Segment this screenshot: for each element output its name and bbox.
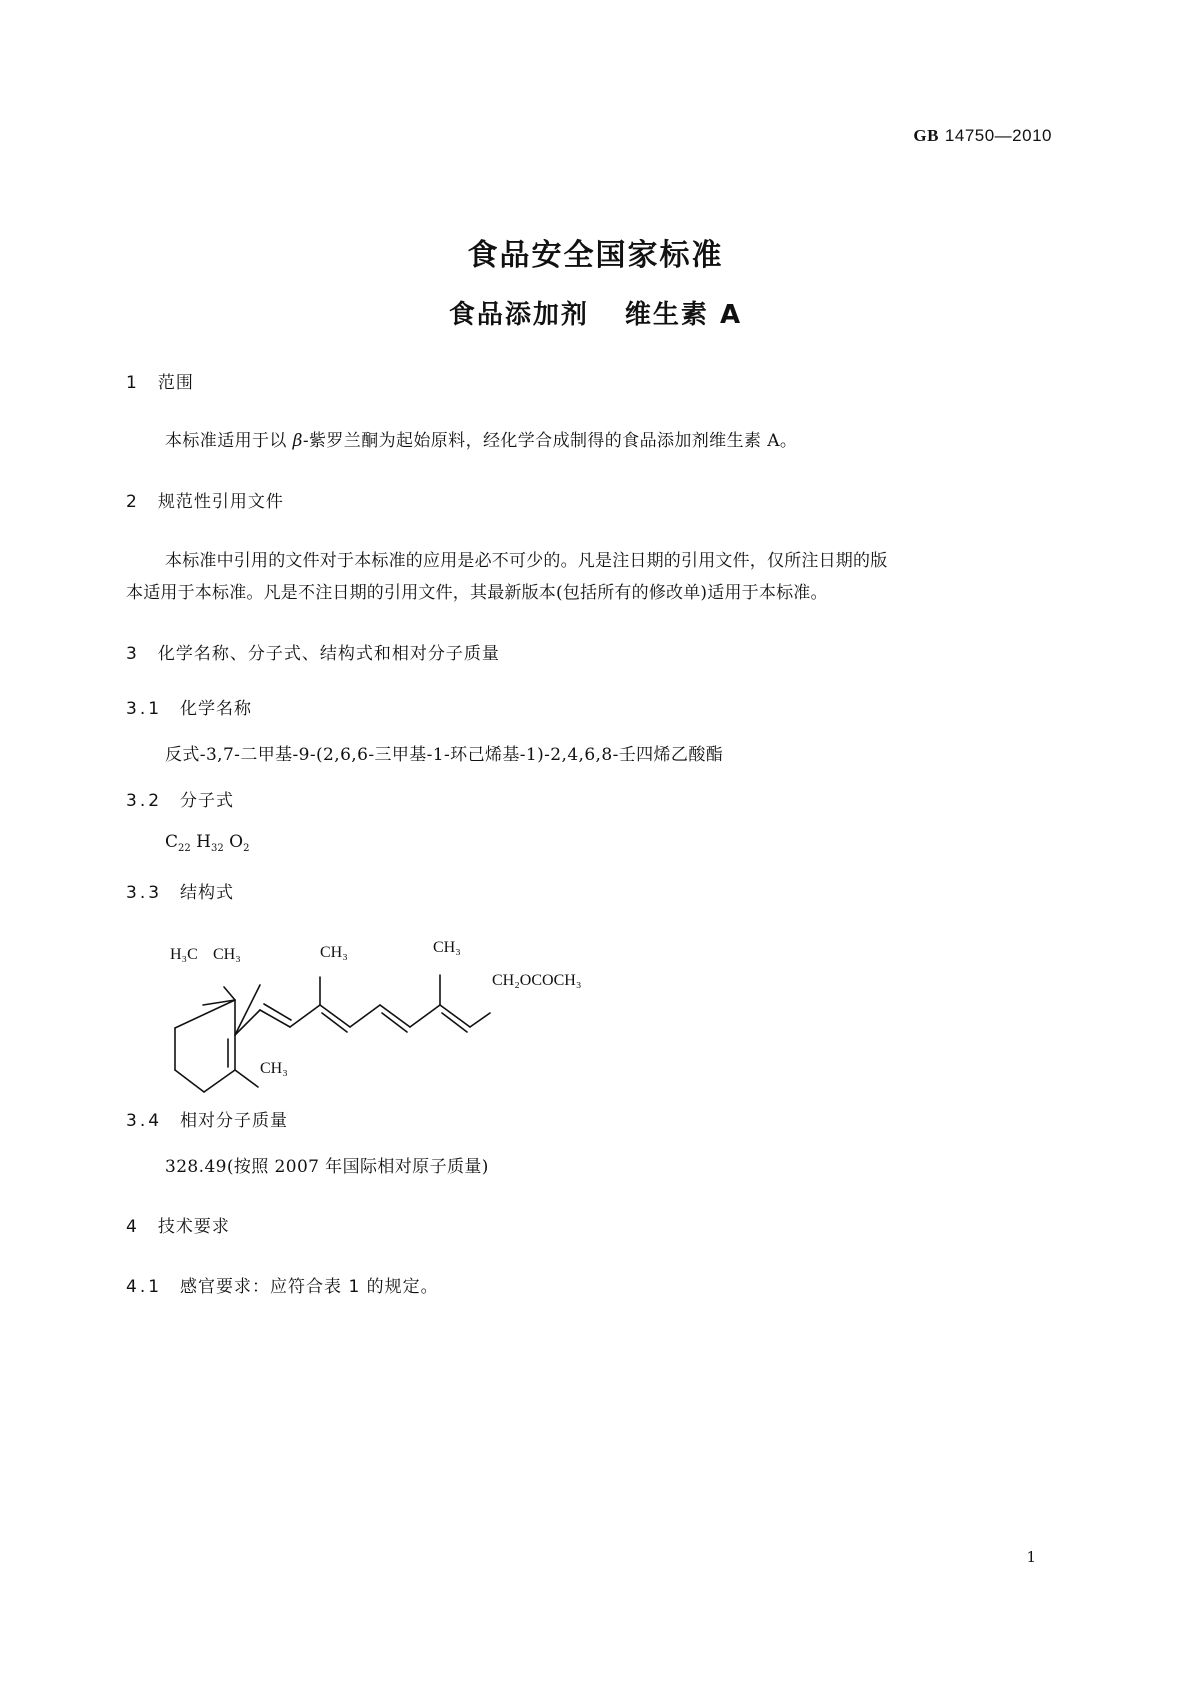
section-title: 范围 (157, 373, 194, 393)
standard-code (913, 126, 1052, 146)
page-number: 1 (1026, 1548, 1036, 1566)
section-number: 3 (126, 644, 140, 664)
section-number: 3.4 (126, 1111, 163, 1131)
subscript: 22 (178, 843, 191, 854)
section-2-line1: 本标准中引用的文件对于本标准的应用是必不可少的。凡是注日期的引用文件，仅所注日期的版 (165, 551, 888, 571)
section-title: 分子式 (180, 791, 235, 811)
section-2-heading (126, 487, 284, 512)
document-title: 食品安全国家标准 (467, 238, 724, 273)
label-ch3-chain-2: CH₃ (433, 939, 461, 956)
section-2-line2: 本适用于本标准。凡是不注日期的引用文件，其最新版本(包括所有的修改单)适用于本标准。 (126, 583, 828, 603)
standard-number: 14750—2010 (944, 126, 1052, 145)
section-title: 相对分子质量 (180, 1111, 289, 1131)
section-3-4-heading (126, 1106, 288, 1131)
section-number: 1 (126, 373, 140, 393)
label-ch3-ring-top: CH₃ (213, 946, 241, 963)
section-title: 技术要求 (157, 1217, 230, 1237)
label-h3c: H₃C (170, 946, 198, 963)
section-number: 3.2 (126, 791, 163, 811)
section-3-3-heading (126, 878, 234, 903)
beta-symbol: β (292, 431, 303, 451)
section-3-1-heading (126, 694, 252, 719)
subtitle-part1: 食品添加剂 (448, 300, 589, 330)
section-number: 3.3 (126, 883, 163, 903)
document-subtitle (0, 294, 1191, 331)
text-part: -紫罗兰酮为起始原料，经化学合成制得的食品添加剂维生素 A。 (302, 431, 798, 451)
label-ch3-chain-1: CH₃ (320, 944, 348, 961)
element-h: H (196, 832, 211, 852)
text-part: 本标准适用于以 (165, 431, 293, 451)
section-4-1-heading (126, 1272, 439, 1297)
label-ch3-ring-bottom: CH₃ (260, 1060, 288, 1077)
subscript: 32 (210, 843, 224, 854)
molecular-formula (165, 832, 249, 854)
section-number: 4.1 (126, 1277, 163, 1297)
section-1-heading (126, 368, 194, 393)
subscript: 2 (243, 843, 250, 854)
section-title: 规范性引用文件 (157, 492, 284, 512)
subtitle-part2: 维生素 A (624, 300, 743, 330)
section-title: 化学名称 (180, 699, 253, 719)
section-title: 化学名称、分子式、结构式和相对分子质量 (157, 644, 500, 664)
section-4-heading (126, 1212, 230, 1237)
section-number: 3.1 (126, 699, 163, 719)
section-3-2-heading (126, 786, 234, 811)
molecular-mass: 328.49(按照 2007 年国际相对原子质量) (165, 1157, 489, 1177)
element-c: C (165, 832, 179, 852)
section-number: 2 (126, 492, 140, 512)
label-ester: CH₂OCOCH₃ (492, 972, 582, 989)
element-o: O (229, 832, 244, 852)
section-number: 4 (126, 1217, 140, 1237)
standard-prefix: GB (913, 126, 939, 145)
chemical-name: 反式-3,7-二甲基-9-(2,6,6-三甲基-1-环己烯基-1)-2,4,6,8-壬四烯乙酸酯 (165, 745, 724, 765)
section-3-heading (126, 639, 500, 664)
section-1-text (165, 426, 797, 451)
section-title: 结构式 (180, 883, 235, 903)
section-title: 感官要求：应符合表 1 的规定。 (180, 1277, 439, 1297)
